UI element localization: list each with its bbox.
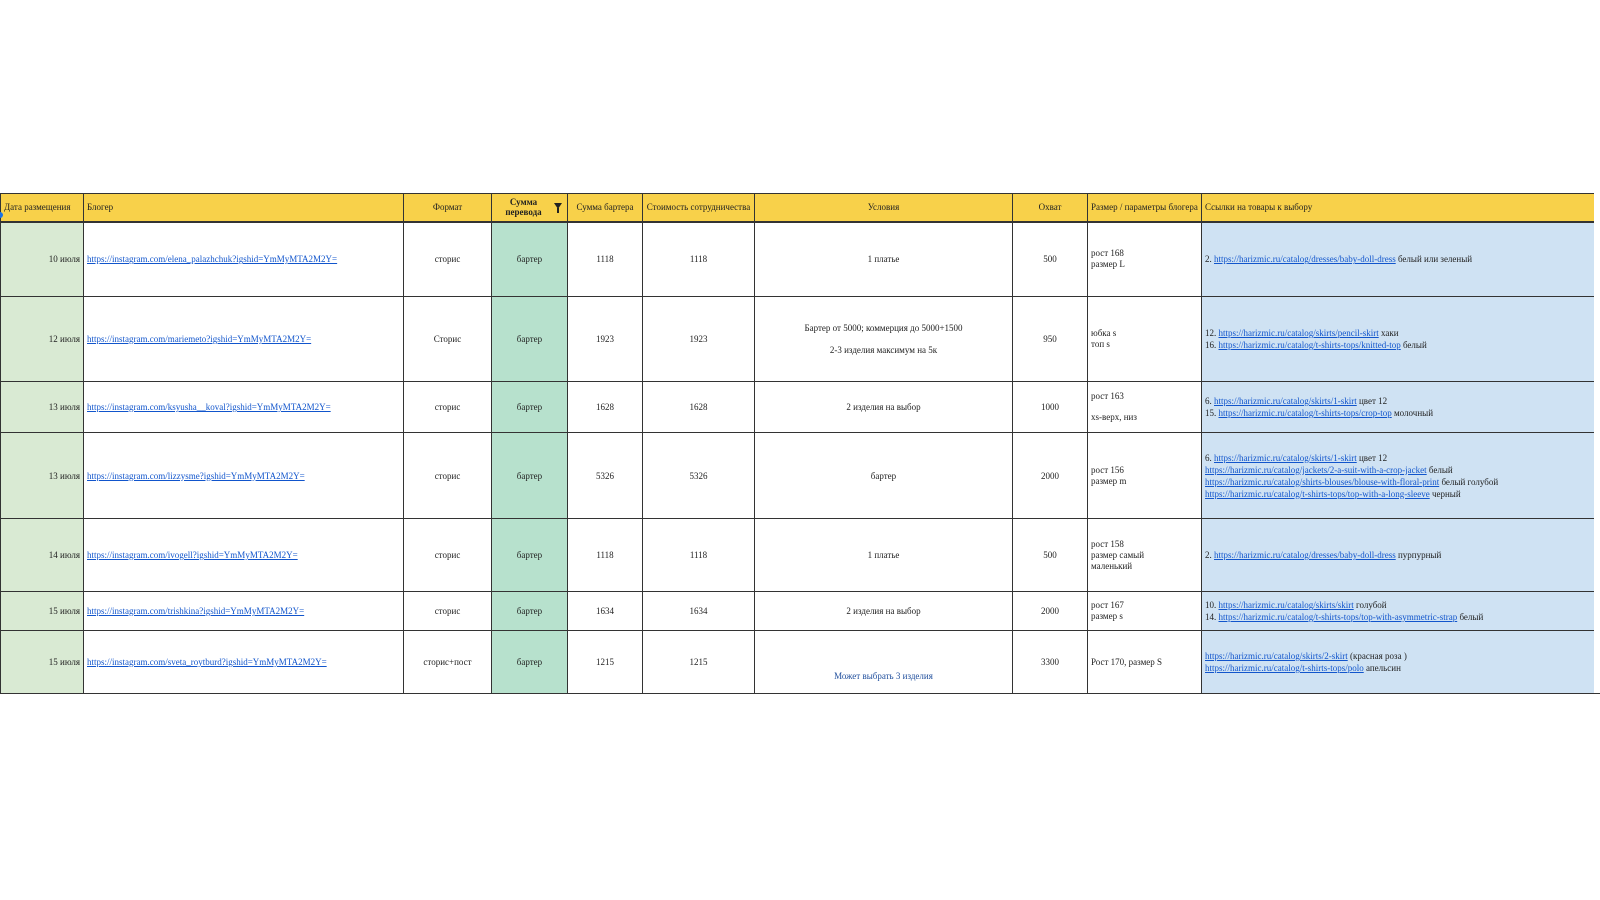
table-row: [1, 222, 1600, 297]
link-note: белый: [1400, 340, 1427, 350]
header-row: [1, 194, 1600, 222]
cell-coverage[interactable]: 500: [1013, 519, 1088, 592]
product-link-line: [1205, 650, 1597, 662]
size-text: размер L: [1091, 259, 1125, 270]
blogger-link[interactable]: https://instagram.com/lizzysme?igshid=YmMyMTA2M2Y=: [87, 470, 305, 481]
cell-size[interactable]: [1088, 592, 1202, 631]
size-text: топ s: [1091, 339, 1110, 349]
condition-text: бартер: [870, 470, 897, 481]
link-number: 16.: [1205, 340, 1219, 350]
cell-transfer[interactable]: бартер: [492, 631, 568, 694]
header-conditions[interactable]: Условия: [755, 194, 1013, 222]
cell-coverage[interactable]: 2000: [1013, 592, 1088, 631]
condition-text: 2 изделия на выбор: [846, 402, 921, 412]
product-link[interactable]: https://harizmic.ru/catalog/skirts/skirt: [1218, 600, 1354, 610]
cell-size[interactable]: [1088, 631, 1202, 694]
product-link[interactable]: https://harizmic.ru/catalog/t-shirts-tops/top-with-asymmetric-strap: [1218, 612, 1458, 622]
condition-text: 1 платье: [867, 254, 900, 265]
cell-links[interactable]: [1202, 222, 1600, 297]
cell-format[interactable]: сторис: [404, 433, 492, 519]
cell-links[interactable]: [1202, 433, 1600, 519]
cell-links[interactable]: [1202, 519, 1600, 592]
cell-date[interactable]: 13 июля: [1, 382, 84, 433]
product-link-line: [1205, 662, 1597, 674]
product-link[interactable]: https://harizmic.ru/catalog/skirts/1-skirt: [1214, 452, 1357, 463]
cell-conditions[interactable]: [755, 433, 1013, 519]
link-note: цвет 12: [1356, 452, 1388, 463]
cell-cost[interactable]: 5326: [643, 433, 755, 519]
cell-barter-sum[interactable]: 1628: [568, 382, 643, 433]
size-text: размер s: [1091, 611, 1123, 621]
cell-cost[interactable]: 1118: [643, 222, 755, 297]
size-text: размер самый: [1091, 549, 1145, 560]
condition-text: 1 платье: [867, 550, 900, 560]
link-note: цвет 12: [1356, 396, 1388, 406]
size-text: размер m: [1091, 475, 1127, 486]
product-link-line: [1205, 488, 1597, 500]
cell-date[interactable]: 10 июля: [1, 222, 84, 297]
cell-conditions[interactable]: [755, 631, 1013, 694]
size-text: рост 167: [1091, 600, 1124, 610]
product-link[interactable]: https://harizmic.ru/catalog/jackets/2-a-suit-with-a-crop-jacket: [1205, 464, 1427, 475]
cell-date[interactable]: 12 июля: [1, 297, 84, 382]
link-number: 6.: [1205, 452, 1214, 463]
cell-blogger: [84, 433, 404, 519]
cell-links[interactable]: [1202, 631, 1600, 694]
product-link-line: [1205, 395, 1597, 407]
cell-cost[interactable]: 1118: [643, 519, 755, 592]
size-text: маленький: [1091, 560, 1133, 571]
header-transfer-sum[interactable]: [492, 194, 568, 222]
size-text: рост 156: [1091, 464, 1124, 475]
cell-cost[interactable]: 1634: [643, 592, 755, 631]
link-note: (красная роза ): [1347, 651, 1407, 661]
cell-transfer[interactable]: бартер: [492, 382, 568, 433]
cell-coverage[interactable]: 3300: [1013, 631, 1088, 694]
header-transfer-sum-label: Сумма перевода: [505, 197, 542, 218]
table-row: [1, 433, 1600, 519]
table-row: [1, 592, 1600, 631]
link-note: апельсин: [1363, 663, 1401, 673]
blogger-link[interactable]: https://instagram.com/sveta_roytburd?igshid=YmMyMTA2M2Y=: [87, 657, 327, 667]
link-note: пурпурный: [1395, 550, 1442, 560]
link-note: белый или зеленый: [1395, 254, 1473, 265]
product-link-line: [1205, 407, 1597, 419]
product-link[interactable]: https://harizmic.ru/catalog/t-shirts-tops/polo: [1205, 663, 1364, 673]
cell-date[interactable]: 14 июля: [1, 519, 84, 592]
cell-date[interactable]: 15 июля: [1, 592, 84, 631]
condition-text: 2 изделия на выбор: [846, 606, 921, 616]
cell-cost[interactable]: 1628: [643, 382, 755, 433]
product-link-line: [1205, 464, 1597, 476]
cell-barter-sum[interactable]: 1118: [568, 519, 643, 592]
cell-transfer[interactable]: бартер: [492, 592, 568, 631]
cell-size[interactable]: [1088, 297, 1202, 382]
link-note: белый: [1457, 612, 1484, 622]
product-link-line: [1205, 339, 1597, 351]
cell-barter-sum[interactable]: 1215: [568, 631, 643, 694]
product-link[interactable]: https://harizmic.ru/catalog/dresses/baby-doll-dress: [1214, 550, 1396, 560]
size-text: рост 158: [1091, 538, 1124, 549]
cell-barter-sum[interactable]: 1923: [568, 297, 643, 382]
header-coverage[interactable]: Охват: [1013, 194, 1088, 222]
cell-date[interactable]: 13 июля: [1, 433, 84, 519]
table-row: [1, 631, 1600, 694]
cell-cost[interactable]: 1923: [643, 297, 755, 382]
blogger-link[interactable]: https://instagram.com/elena_palazhchuk?igshid=YmMyMTA2M2Y=: [87, 254, 338, 265]
link-number: 12.: [1205, 328, 1219, 338]
cell-links[interactable]: [1202, 297, 1600, 382]
link-note: голубой: [1353, 600, 1387, 610]
link-note: черный: [1429, 488, 1461, 499]
product-link[interactable]: https://harizmic.ru/catalog/t-shirts-tops/crop-top: [1218, 408, 1392, 418]
link-note: белый: [1426, 464, 1453, 475]
product-link[interactable]: https://harizmic.ru/catalog/skirts/pencil-skirt: [1218, 328, 1379, 338]
cell-size[interactable]: [1088, 382, 1202, 433]
size-text: Рост 170, размер S: [1091, 656, 1163, 667]
cell-format[interactable]: Сторис: [404, 297, 492, 382]
cell-format[interactable]: сторис+пост: [404, 631, 492, 694]
cell-size[interactable]: [1088, 222, 1202, 297]
blogger-link[interactable]: https://instagram.com/ksyusha__koval?igshid=YmMyMTA2M2Y=: [87, 402, 331, 412]
header-links[interactable]: Ссылки на товары к выбору: [1202, 194, 1600, 222]
link-number: 15.: [1205, 408, 1219, 418]
link-number: 6.: [1205, 396, 1214, 406]
product-link-line: [1205, 476, 1597, 488]
cell-date[interactable]: 15 июля: [1, 631, 84, 694]
table-row: [1, 519, 1600, 592]
header-format[interactable]: Формат: [404, 194, 492, 222]
cell-blogger: [84, 631, 404, 694]
cell-format[interactable]: сторис: [404, 222, 492, 297]
cell-barter-sum[interactable]: 1118: [568, 222, 643, 297]
cell-blogger: [84, 222, 404, 297]
line-gap: [758, 333, 1009, 345]
cell-transfer[interactable]: бартер: [492, 433, 568, 519]
link-note: хаки: [1378, 328, 1399, 338]
header-date[interactable]: Дата размещения: [1, 194, 84, 222]
cell-format[interactable]: сторис: [404, 592, 492, 631]
cell-barter-sum[interactable]: 1634: [568, 592, 643, 631]
cell-transfer[interactable]: бартер: [492, 297, 568, 382]
cell-cost[interactable]: 1215: [643, 631, 755, 694]
condition-text: Бартер от 5000; коммерция до 5000+1500: [804, 323, 963, 333]
cell-barter-sum[interactable]: 5326: [568, 433, 643, 519]
blogger-link[interactable]: https://instagram.com/mariemeto?igshid=YmMyMTA2M2Y=: [87, 334, 312, 344]
product-link[interactable]: https://harizmic.ru/catalog/skirts/1-skirt: [1214, 396, 1357, 406]
cell-transfer[interactable]: бартер: [492, 519, 568, 592]
size-text: юбка s: [1091, 328, 1117, 338]
link-number: 2.: [1205, 254, 1214, 265]
spreadsheet: [0, 193, 1600, 694]
link-note: молочный: [1391, 408, 1434, 418]
cell-coverage[interactable]: 1000: [1013, 382, 1088, 433]
size-text: рост 168: [1091, 248, 1124, 259]
condition-text: 2-3 изделия максимум на 5к: [829, 345, 938, 355]
cell-conditions[interactable]: [755, 592, 1013, 631]
cell-coverage[interactable]: 950: [1013, 297, 1088, 382]
header-size[interactable]: Размер / параметры блогера: [1088, 194, 1202, 222]
product-link-line: [1205, 549, 1597, 561]
product-link[interactable]: https://harizmic.ru/catalog/shirts-blouses/blouse-with-floral-print: [1205, 476, 1440, 487]
size-text: xs-верх, низ: [1091, 412, 1137, 422]
product-link-line: [1205, 599, 1597, 611]
product-link[interactable]: https://harizmic.ru/catalog/t-shirts-tops/top-with-a-long-sleeve: [1205, 488, 1430, 499]
cell-size[interactable]: [1088, 519, 1202, 592]
product-link-line: [1205, 253, 1597, 265]
blogger-link[interactable]: https://instagram.com/trishkina?igshid=YmMyMTA2M2Y=: [87, 606, 305, 616]
size-text: рост 163: [1091, 391, 1124, 401]
cell-size[interactable]: [1088, 433, 1202, 519]
link-number: 10.: [1205, 600, 1219, 610]
cell-transfer[interactable]: бартер: [492, 222, 568, 297]
link-note: белый голубой: [1439, 476, 1499, 487]
product-link-line: [1205, 452, 1597, 464]
product-link[interactable]: https://harizmic.ru/catalog/skirts/2-skirt: [1205, 651, 1348, 661]
sheet-right-edge: [1594, 193, 1600, 693]
line-gap: [1091, 402, 1198, 412]
header-cost[interactable]: Стоимость сотрудничества: [643, 194, 755, 222]
cell-blogger: [84, 592, 404, 631]
blogger-link[interactable]: https://instagram.com/ivogell?igshid=YmMyMTA2M2Y=: [87, 550, 298, 560]
link-number: 14.: [1205, 612, 1219, 622]
header-barter-sum[interactable]: Сумма бартера: [568, 194, 643, 222]
cell-format[interactable]: сторис: [404, 519, 492, 592]
product-link-line: [1205, 611, 1597, 623]
cell-conditions[interactable]: [755, 297, 1013, 382]
table-row: [1, 382, 1600, 433]
cell-links[interactable]: [1202, 382, 1600, 433]
condition-text: Может выбрать 3 изделия: [834, 671, 933, 681]
product-link[interactable]: https://harizmic.ru/catalog/dresses/baby-doll-dress: [1214, 254, 1396, 265]
filter-icon[interactable]: [554, 203, 562, 209]
product-link-line: [1205, 327, 1597, 339]
link-number: 2.: [1205, 550, 1214, 560]
cell-blogger: [84, 382, 404, 433]
product-link[interactable]: https://harizmic.ru/catalog/t-shirts-tops/knitted-top: [1218, 340, 1401, 350]
cell-format[interactable]: сторис: [404, 382, 492, 433]
cell-conditions[interactable]: [755, 222, 1013, 297]
table-row: [1, 297, 1600, 382]
cell-coverage[interactable]: 500: [1013, 222, 1088, 297]
cell-blogger: [84, 519, 404, 592]
header-blogger[interactable]: Блогер: [84, 194, 404, 222]
cell-coverage[interactable]: 2000: [1013, 433, 1088, 519]
cell-links[interactable]: [1202, 592, 1600, 631]
blogger-table: [0, 193, 1600, 694]
cell-conditions[interactable]: [755, 382, 1013, 433]
cell-blogger: [84, 297, 404, 382]
cell-conditions[interactable]: [755, 519, 1013, 592]
